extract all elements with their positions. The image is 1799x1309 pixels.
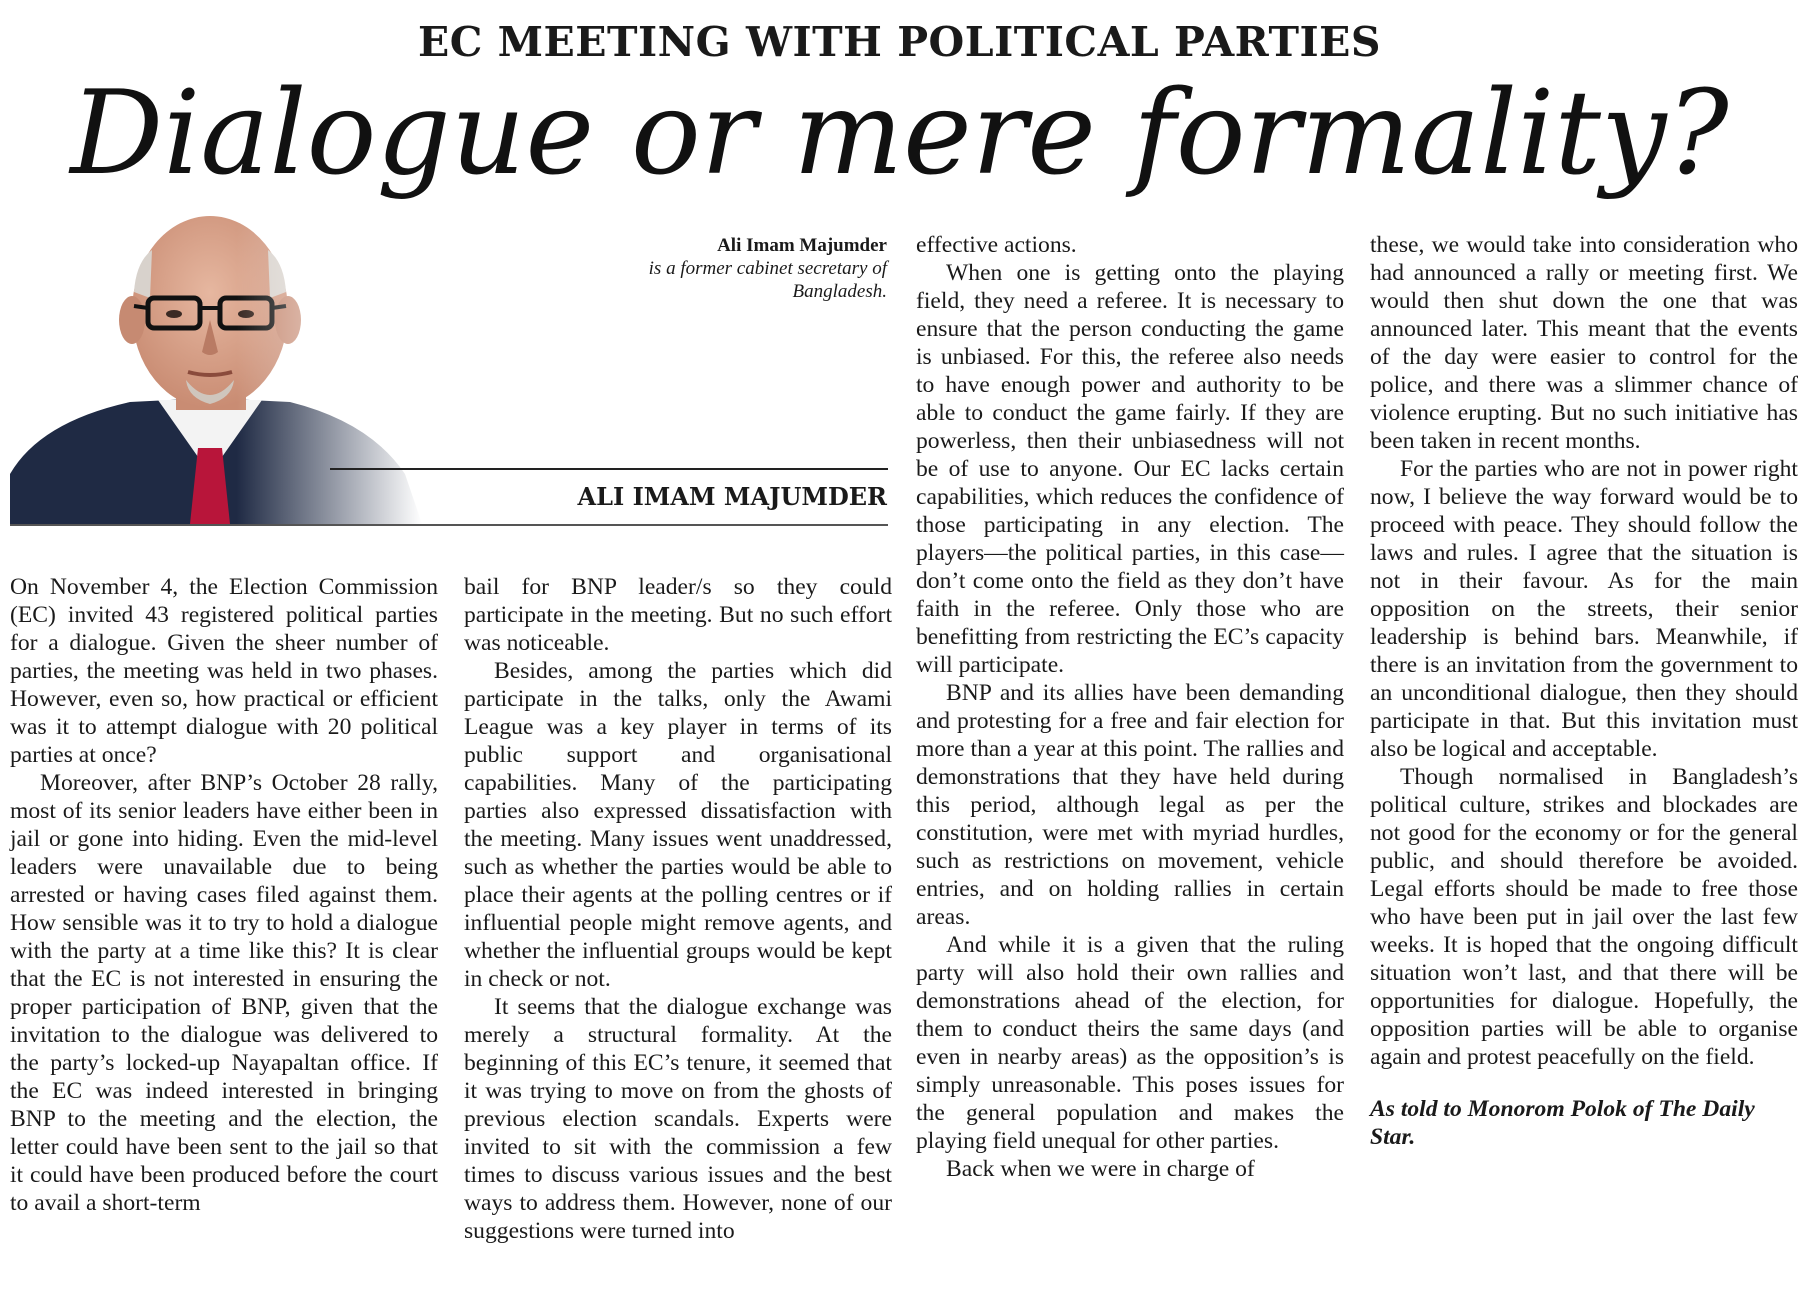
paragraph: Though normalised in Bangladesh’s political culture, strikes and blockades are not good for the economy or for the general public, and should therefore be avoided. Legal efforts should be made to free those who have been put in jail over the last few weeks. It is hoped that the ongoing difficult situation won’t last, and that there will be opportunities for dialogue. Hopefully, the opposition parties will be able to organise again and protest peacefully on the field. <box>1370 764 1798 1070</box>
author-role-line2: Bangladesh. <box>792 281 887 302</box>
paragraph: bail for BNP leader/s so they could participate in the meeting. But no such effort was noticeable. <box>464 574 892 656</box>
paragraph: Moreover, after BNP’s October 28 rally, most of its senior leaders have either been in jail or gone into hiding. Even the mid-level leaders were unavailable due to being arrested or having cases filed against them. How sensible was it to try to hold a dialogue with the party at a time like this? It is clear that the EC is not interested in ensuring the proper participation of BNP, given that the invitation to the dialogue was delivered to the party’s locked-up Nayapaltan office. If the EC was indeed interested in bringing BNP to the meeting and the election, the letter could have been sent to the jail so that it could have been produced before the court to avail a short-term <box>10 770 438 1216</box>
paragraph: And while it is a given that the ruling party will also hold their own rallies and demonstrations ahead of the election, for them to conduct theirs the same days (and even in nearby areas) as the opposition’s is simply unreasonable. This poses issues for the general population and makes the playing field unequal for other parties. <box>916 932 1344 1154</box>
divider-rule <box>330 468 888 470</box>
divider-rule <box>10 524 888 526</box>
section-kicker: EC MEETING WITH POLITICAL PARTIES <box>417 18 1382 66</box>
portrait-illustration <box>10 212 422 524</box>
paragraph: these, we would take into consideration who had announced a rally or meeting first. We would then shut down the one that was announced later. This meant that the events of the day were easier to control for the police, and there was a slimmer chance of violence erupting. But no such initiative has been taken in recent months. <box>1370 232 1798 454</box>
author-name: Ali Imam Majumder <box>717 235 887 256</box>
paragraph: For the parties who are not in power right now, I believe the way forward would be to proceed with peace. They should follow the laws and rules. I agree that the situation is not in their favour. As for the main opposition on the streets, their senior leadership is behind bars. Meanwhile, if there is an invitation from the government to an unconditional dialogue, then they should participate in that. But this invitation must also be logical and acceptable. <box>1370 456 1798 762</box>
paragraph: Besides, among the parties which did participate in the talks, only the Awami League was a key player in terms of its public support and organisational capabilities. Many of the participating parties also expressed dissatisfaction with the meeting. Many issues went unaddressed, such as whether the parties would be able to place their agents at the polling centres or if influential people might remove agents, and whether the influential groups would be kept in check or not. <box>464 658 892 992</box>
author-portrait <box>10 212 422 524</box>
author-role-line1: is a former cabinet secretary of <box>648 258 887 279</box>
paragraph: Back when we were in charge of <box>946 1156 1255 1182</box>
article-column-1 <box>10 573 438 1217</box>
paragraph: effective actions. <box>916 232 1077 258</box>
article-column-2 <box>464 573 892 1245</box>
author-bio <box>649 234 887 303</box>
article-headline: Dialogue or mere formality? <box>70 66 1729 201</box>
paragraph: BNP and its allies have been demanding and protesting for a free and fair election for more than a year at this point. The rallies and demonstrations that they have held during this period, although legal as per the constitution, were met with myriad hurdles, such as restrictions on movement, vehicle entries, and on holding rallies in certain areas. <box>916 680 1344 930</box>
author-name-caps: ALI IMAM MAJUMDER <box>577 482 887 511</box>
paragraph: On November 4, the Election Commission (EC) invited 43 registered political parties for a dialogue. Given the sheer number of parties, the meeting was held in two phases. However, even so, how practical or efficient was it to attempt dialogue with 20 political parties at once? <box>10 574 438 768</box>
article-column-3 <box>916 231 1344 1183</box>
paragraph: When one is getting onto the playing field, they need a referee. It is necessary to ensure that the person conducting the game is unbiased. For this, the referee also needs to have enough power and authority to be able to conduct the game fairly. If they are powerless, then their unbiasedness will not be of use to anyone. Our EC lacks certain capabilities, which reduces the confidence of those participating in any election. The players—the political parties, in this case—don’t come onto the field as they don’t have faith in the referee. Only those who are benefitting from restricting the EC’s capacity will participate. <box>916 260 1344 678</box>
article-credit: As told to Monorom Polok of The Daily Star. <box>1370 1096 1755 1150</box>
paragraph: It seems that the dialogue exchange was merely a structural formality. At the beginning of this EC’s tenure, it seemed that it was trying to move on from the ghosts of previous election scandals. Experts were invited to sit with the commission a few times to discuss various issues and the best ways to address them. However, none of our suggestions were turned into <box>464 994 892 1244</box>
article-column-4 <box>1370 231 1798 1151</box>
